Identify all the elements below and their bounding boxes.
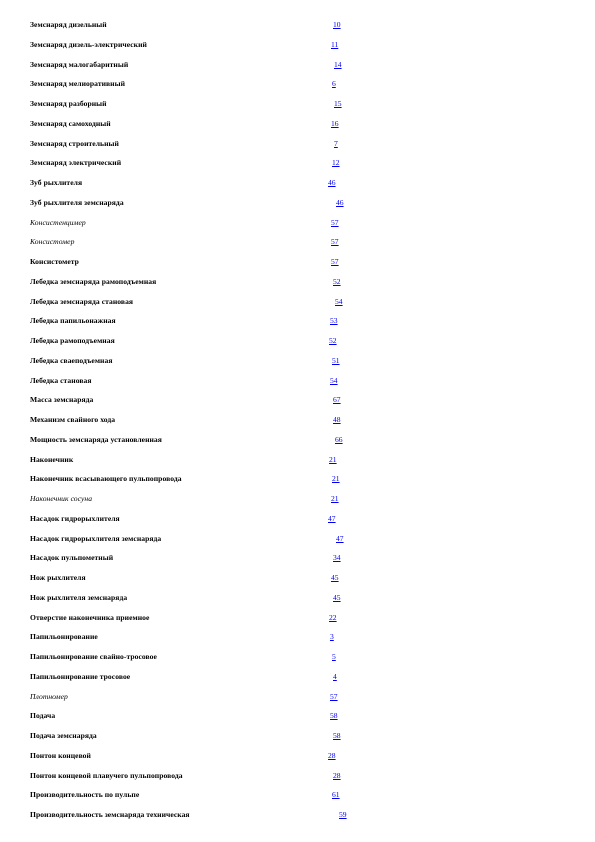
index-entry bbox=[30, 158, 570, 170]
index-entry bbox=[30, 415, 570, 427]
page-number-link[interactable]: 47 bbox=[336, 533, 344, 543]
index-entry bbox=[30, 613, 570, 625]
index-term: Плотномер bbox=[30, 691, 68, 701]
index-entry bbox=[30, 139, 570, 151]
page-number-link[interactable]: 10 bbox=[333, 20, 341, 29]
page-number-link[interactable]: 28 bbox=[328, 750, 336, 760]
index-term: Подача bbox=[30, 711, 56, 721]
page-number-link[interactable]: 46 bbox=[328, 178, 336, 187]
page-number-link[interactable]: 57 bbox=[331, 237, 339, 247]
index-term: Отверстие наконечника приемное bbox=[30, 612, 150, 622]
index-entry bbox=[30, 336, 570, 348]
index-entry bbox=[30, 257, 570, 269]
index-entry bbox=[30, 40, 570, 52]
index-term: Производительность земснаряда техническая bbox=[30, 810, 190, 819]
index-entry bbox=[30, 376, 570, 388]
index-term: Нож рыхлителя земснаряда bbox=[30, 592, 128, 602]
index-entry bbox=[30, 198, 570, 210]
page-number-link[interactable]: 59 bbox=[339, 810, 347, 819]
page-number-link[interactable]: 14 bbox=[334, 59, 342, 69]
page-number-link[interactable]: 46 bbox=[336, 197, 344, 207]
index-term: Зуб рыхлителя bbox=[30, 178, 83, 187]
index-entry bbox=[30, 356, 570, 368]
page-number-link[interactable]: 21 bbox=[331, 494, 339, 503]
page-number-link[interactable]: 58 bbox=[330, 711, 338, 721]
page-number-link[interactable]: 52 bbox=[333, 276, 341, 286]
index-term: Земснаряд электрический bbox=[30, 158, 122, 168]
index-term: Зуб рыхлителя земснаряда bbox=[30, 197, 124, 207]
index-entry bbox=[30, 297, 570, 309]
index-entry bbox=[30, 316, 570, 328]
index-term: Подача земснаряда bbox=[30, 731, 97, 740]
index-entry bbox=[30, 771, 570, 783]
index-entry bbox=[30, 573, 570, 585]
index-term: Папильонирование bbox=[30, 632, 98, 642]
index-term: Лебедка становая bbox=[30, 375, 92, 385]
page-number-link[interactable]: 57 bbox=[331, 217, 339, 227]
page-number-link[interactable]: 67 bbox=[333, 395, 341, 405]
index-term: Папильонирование свайно-тросовое bbox=[30, 652, 157, 661]
index-entry bbox=[30, 435, 570, 447]
index-entry bbox=[30, 751, 570, 763]
index-entry bbox=[30, 218, 570, 230]
index-term: Земснаряд дизельный bbox=[30, 20, 107, 29]
page-number-link[interactable]: 51 bbox=[332, 355, 340, 365]
index-term: Лебедка рамоподъемная bbox=[30, 336, 115, 345]
page-number-link[interactable]: 5 bbox=[332, 652, 336, 661]
page-number-link[interactable]: 48 bbox=[333, 415, 341, 424]
index-term: Наконечник сосуна bbox=[30, 494, 93, 503]
index-entry bbox=[30, 474, 570, 486]
index-entry bbox=[30, 731, 570, 743]
index-entry bbox=[30, 20, 570, 32]
index-term: Наконечник всасывающего пульпопровода bbox=[30, 474, 182, 484]
page-number-link[interactable]: 21 bbox=[329, 454, 337, 464]
index-term: Лебедка земснаряда рамоподъемная bbox=[30, 276, 157, 286]
page-number-link[interactable]: 54 bbox=[330, 375, 338, 385]
index-entry bbox=[30, 652, 570, 664]
index-term: Консистометр bbox=[30, 257, 79, 266]
index-term: Мощность земснаряда установленная bbox=[30, 434, 162, 444]
page-number-link[interactable]: 12 bbox=[332, 158, 340, 168]
index-term: Папильонирование тросовое bbox=[30, 671, 131, 681]
page-number-link[interactable]: 34 bbox=[333, 553, 341, 563]
index-entry bbox=[30, 455, 570, 467]
page-number-link[interactable]: 53 bbox=[330, 316, 338, 326]
page-number-link[interactable]: 7 bbox=[334, 138, 338, 148]
page-number-link[interactable]: 15 bbox=[334, 99, 342, 108]
index-term: Земснаряд мелиоративный bbox=[30, 79, 125, 89]
index-term: Производительность по пульпе bbox=[30, 790, 140, 800]
page-number-link[interactable]: 4 bbox=[333, 671, 337, 681]
index-term: Наконечник bbox=[30, 454, 74, 464]
page-number-link[interactable]: 58 bbox=[333, 731, 341, 740]
index-term: Лебедка земснаряда становая bbox=[30, 296, 134, 306]
index-term: Земснаряд дизель-электрический bbox=[30, 39, 147, 49]
index-entry bbox=[30, 692, 570, 704]
index-term: Земснаряд малогабаритный bbox=[30, 59, 129, 69]
index-entry bbox=[30, 277, 570, 289]
index-entry bbox=[30, 711, 570, 723]
index-term: Понтон концевой плавучего пульпопровода bbox=[30, 770, 183, 780]
index-term: Консистенцимер bbox=[30, 217, 86, 227]
page-number-link[interactable]: 45 bbox=[331, 573, 339, 582]
index-entry bbox=[30, 395, 570, 407]
index-entry bbox=[30, 178, 570, 190]
index-term: Механизм свайного хода bbox=[30, 415, 116, 424]
index-term: Понтон концевой bbox=[30, 750, 91, 760]
page-number-link[interactable]: 57 bbox=[331, 257, 339, 266]
index-entry bbox=[30, 60, 570, 72]
index-entry bbox=[30, 553, 570, 565]
index-entry bbox=[30, 810, 570, 822]
page-number-link[interactable]: 66 bbox=[335, 434, 343, 444]
index-entry bbox=[30, 514, 570, 526]
page-number-link[interactable]: 52 bbox=[329, 336, 337, 345]
index-term: Нож рыхлителя bbox=[30, 573, 86, 582]
index-term: Насадок гидрорыхлителя bbox=[30, 513, 120, 523]
index-entry bbox=[30, 593, 570, 605]
index-term: Лебедка папильонажная bbox=[30, 316, 116, 326]
index-entry bbox=[30, 99, 570, 111]
index-term: Земснаряд самоходный bbox=[30, 118, 111, 128]
index-term: Насадок пульпометный bbox=[30, 553, 114, 563]
index-entry bbox=[30, 79, 570, 91]
page-number-link[interactable]: 3 bbox=[330, 632, 334, 642]
page-number-link[interactable]: 28 bbox=[333, 770, 341, 780]
index-term: Лебедка сваеподъемная bbox=[30, 355, 113, 365]
page-number-link[interactable]: 22 bbox=[329, 612, 337, 622]
index-entry bbox=[30, 119, 570, 131]
page-number-link[interactable]: 6 bbox=[332, 79, 336, 89]
index-entry bbox=[30, 534, 570, 546]
index-entry bbox=[30, 790, 570, 802]
page-number-link[interactable]: 16 bbox=[331, 118, 339, 128]
index-term: Земснаряд строительный bbox=[30, 138, 119, 148]
index-entry bbox=[30, 632, 570, 644]
page-number-link[interactable]: 47 bbox=[328, 513, 336, 523]
index-term: Земснаряд разборный bbox=[30, 99, 107, 108]
page-number-link[interactable]: 57 bbox=[330, 691, 338, 701]
index-term: Насадок гидрорыхлителя земснаряда bbox=[30, 533, 162, 543]
page-number-link[interactable]: 45 bbox=[333, 592, 341, 602]
index-entry bbox=[30, 672, 570, 684]
page-number-link[interactable]: 61 bbox=[332, 790, 340, 800]
index-entry bbox=[30, 494, 570, 506]
index-entry bbox=[30, 237, 570, 249]
page-number-link[interactable]: 11 bbox=[331, 39, 339, 49]
index-term: Масса земснаряда bbox=[30, 395, 94, 405]
page-number-link[interactable]: 54 bbox=[335, 296, 343, 306]
index-term: Консистомер bbox=[30, 237, 75, 247]
page-number-link[interactable]: 21 bbox=[332, 474, 340, 484]
